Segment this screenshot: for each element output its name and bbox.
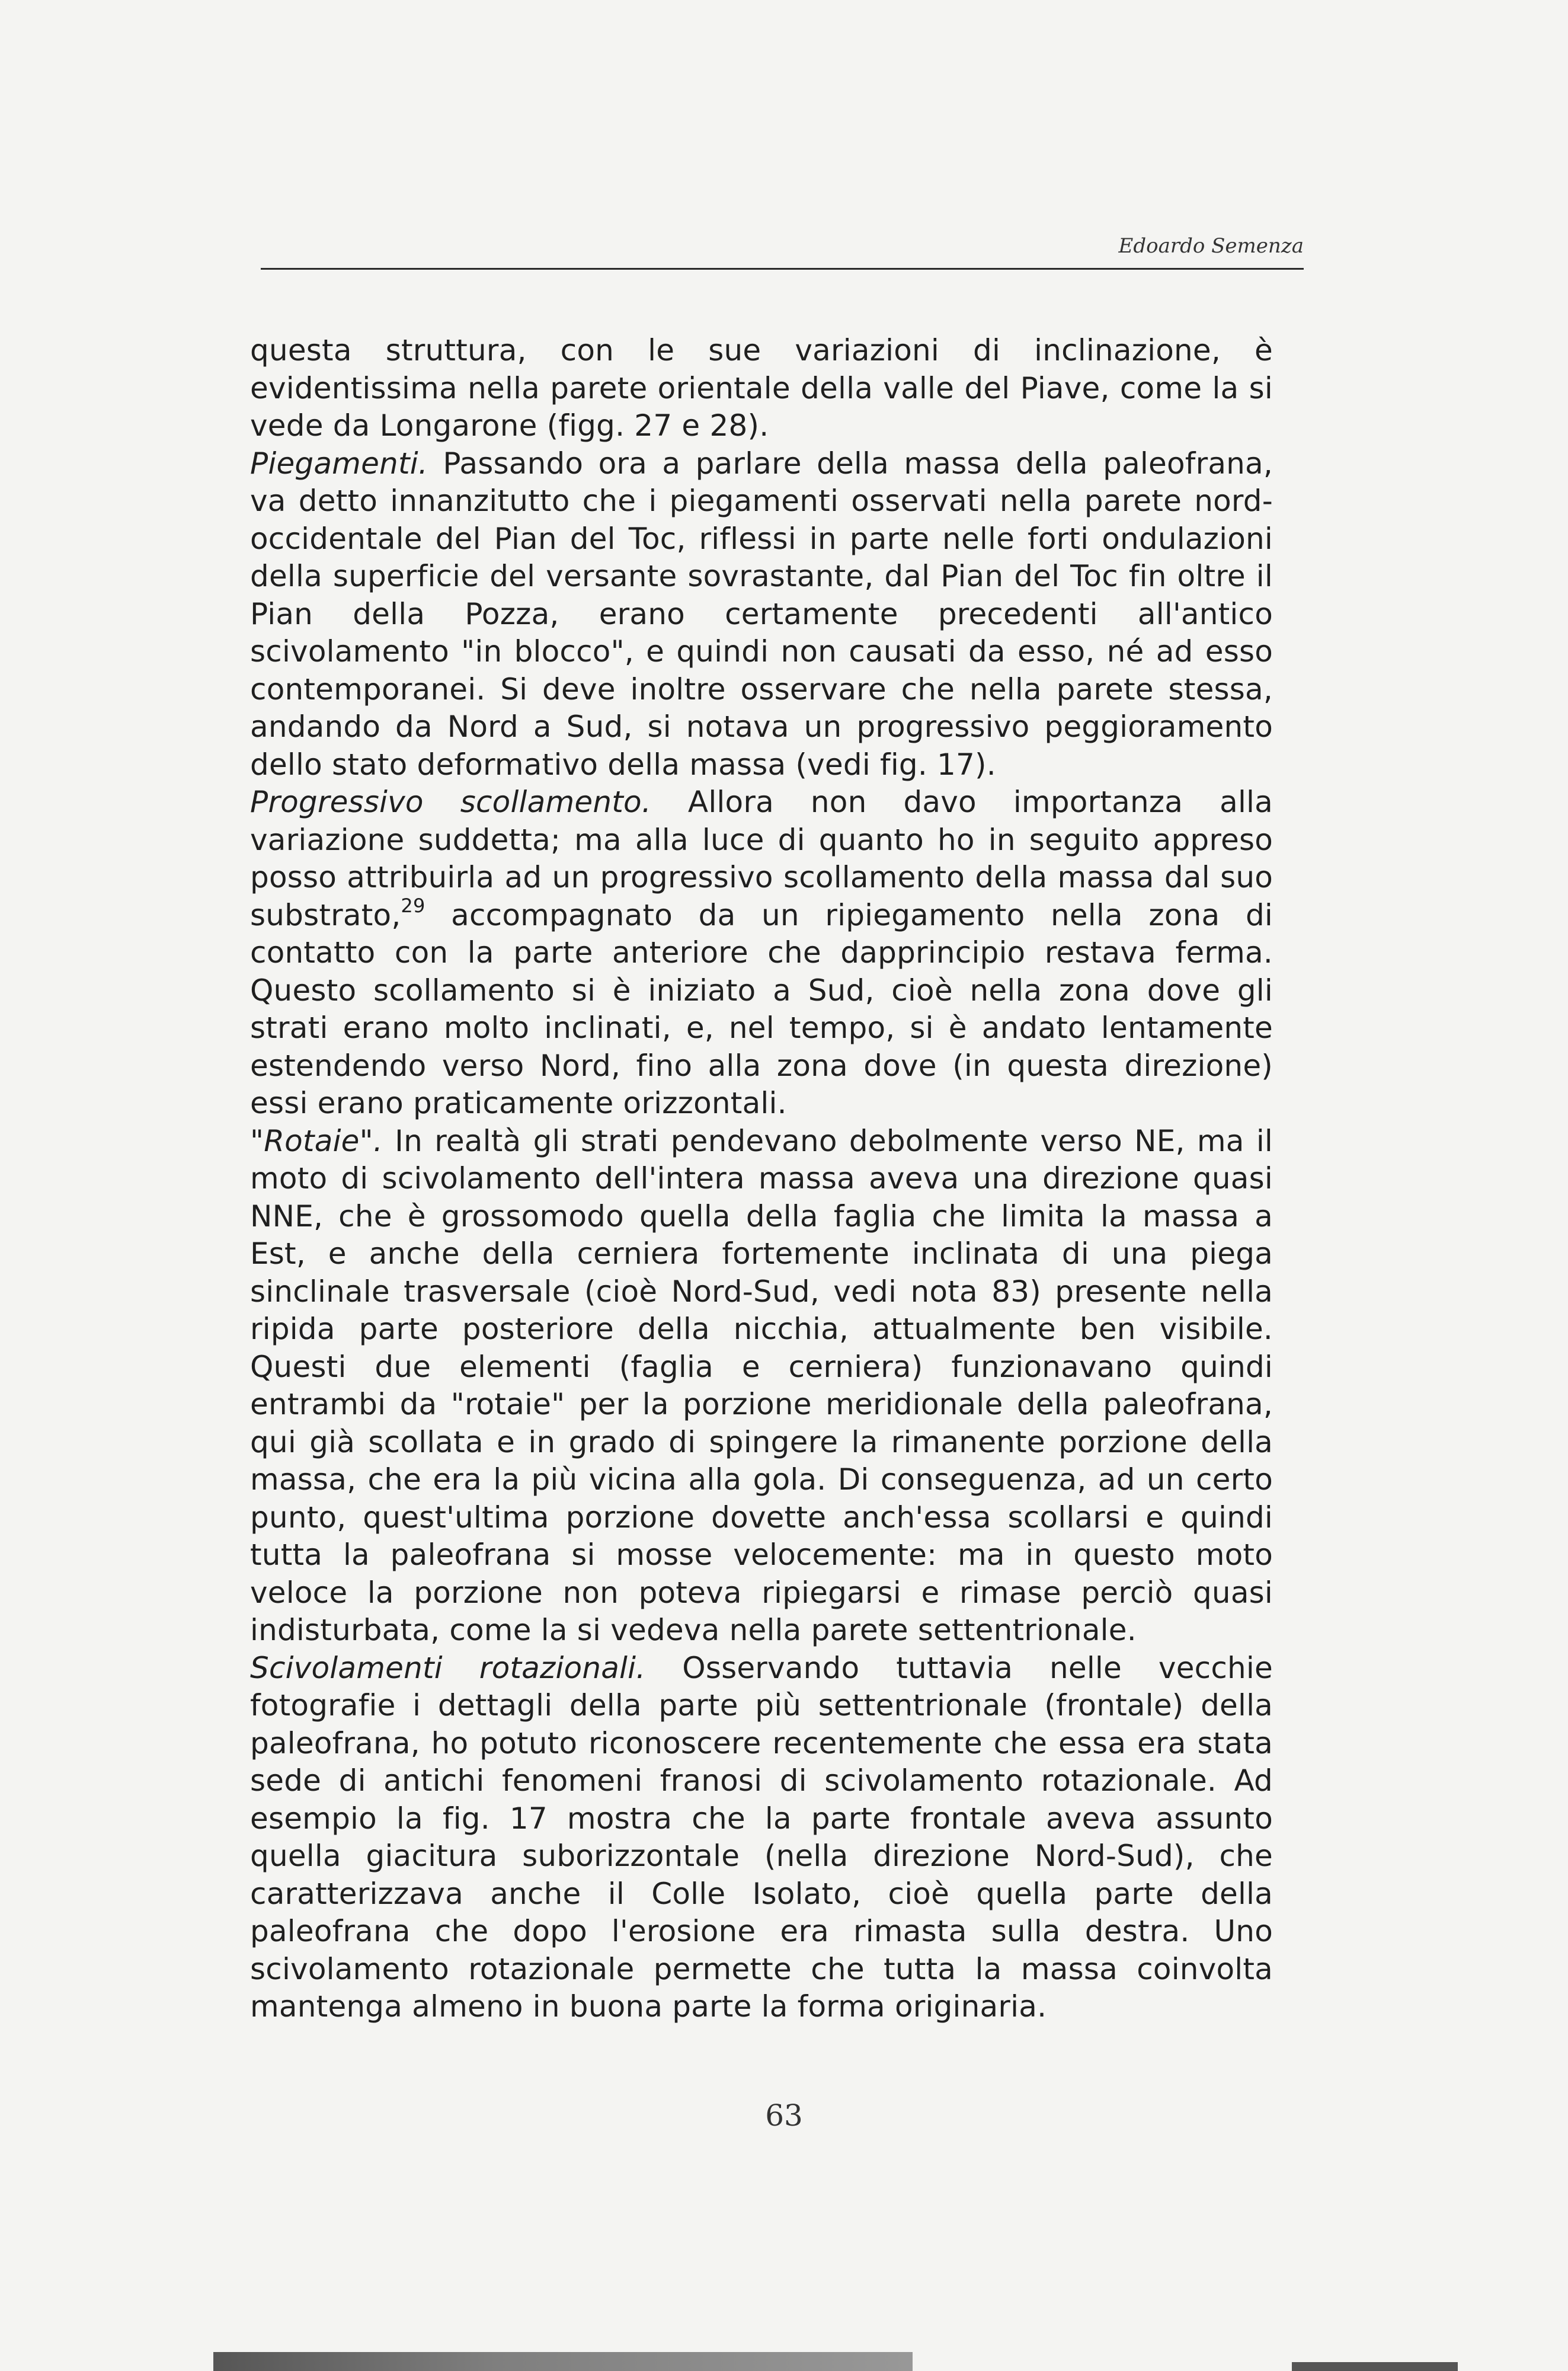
running-head: Edoardo Semenza xyxy=(1118,234,1304,258)
body-text xyxy=(250,332,1273,2026)
paragraph-progressivo-scollamento xyxy=(250,784,1273,1123)
scan-edge-artifact xyxy=(1292,2362,1458,2371)
scan-edge-artifact xyxy=(213,2352,913,2371)
paragraph-heading: "Rotaie". xyxy=(250,1123,383,1158)
header-rule xyxy=(261,268,1304,270)
paragraph-heading: Scivolamenti rotazionali. xyxy=(250,1650,646,1685)
paragraph-text: Passando ora a parlare della massa della paleofrana, va detto innanzitutto che i piegamenti osservati nella parete nord-occidentale del Pian del Toc, riflessi in parte nelle forti ondulazioni della superficie del versante sovrastante, dal Pian del Toc fin oltre il Pian della Pozza, erano certamente precedenti all'antico scivolamento "in blocco", e quindi non causati da esso, né ad esso contemporanei. Si deve inoltre osservare che nella parete stessa, andando da Nord a Sud, si notava un progressivo peggioramento dello stato deformativo della massa (vedi fig. 17). xyxy=(250,446,1273,782)
paragraph-heading: Progressivo scollamento. xyxy=(250,785,651,819)
paragraph-text: accompagnato da un ripiegamento nella zona di contatto con la parte anteriore che dapprincipio restava ferma. Questo scollamento si è iniziato a Sud, cioè nella zona dove gli strati erano molto inclinati, e, nel tempo, si è andato lentamente estendendo verso Nord, fino alla zona dove (in questa direzione) essi erano praticamente orizzontali. xyxy=(250,897,1273,1120)
paragraph-text: questa struttura, con le sue variazioni di inclinazione, è evidentissima nella parete orientale della valle del Piave, come la si vede da Longarone (figg. 27 e 28). xyxy=(250,333,1273,443)
paragraph-heading: Piegamenti. xyxy=(250,446,428,481)
paragraph-intro xyxy=(250,332,1273,445)
footnote-reference[interactable]: 29 xyxy=(401,894,425,917)
paragraph-text: Allora non davo importanza alla variazione suddetta; ma alla luce di quanto ho in seguito appreso posso attribuirla ad un progressivo scollamento della massa dal suo substrato, xyxy=(250,785,1273,932)
paragraph-scivolamenti-rotazionali xyxy=(250,1650,1273,2026)
paragraph-rotaie xyxy=(250,1123,1273,1650)
page-number: 63 xyxy=(765,2098,803,2133)
paragraph-text: In realtà gli strati pendevano debolmente verso NE, ma il moto di scivolamento dell'intera massa aveva una direzione quasi NNE, che è grossomodo quella della faglia che limita la massa a Est, e anche della cerniera fortemente inclinata di una piega sinclinale trasversale (cioè Nord-Sud, vedi nota 83) presente nella ripida parte posteriore della nicchia, attualmente ben visibile. Questi due elementi (faglia e cerniera) funzionavano quindi entrambi da "rotaie" per la porzione meridionale della paleofrana, qui già scollata e in grado di spingere la rimanente porzione della massa, che era la più vicina alla gola. Di conseguenza, ad un certo punto, quest'ultima porzione dovette anch'essa scollarsi e quindi tutta la paleofrana si mosse velocemente: ma in questo moto veloce la porzione non poteva ripiegarsi e rimase perciò quasi indisturbata, come la si vedeva nella parete settentrionale. xyxy=(250,1123,1273,1647)
paragraph-text: Osservando tuttavia nelle vecchie fotografie i dettagli della parte più settentrionale (frontale) della paleofrana, ho potuto riconoscere recentemente che essa era stata sede di antichi fenomeni franosi di scivolamento rotazionale. Ad esempio la fig. 17 mostra che la parte frontale aveva assunto quella giacitura suborizzontale (nella direzione Nord-Sud), che caratterizzava anche il Colle Isolato, cioè quella parte della paleofrana che dopo l'erosione era rimasta sulla destra. Uno scivolamento rotazionale permette che tutta la massa coinvolta mantenga almeno in buona parte la forma originaria. xyxy=(250,1650,1273,2024)
paragraph-piegamenti xyxy=(250,445,1273,784)
